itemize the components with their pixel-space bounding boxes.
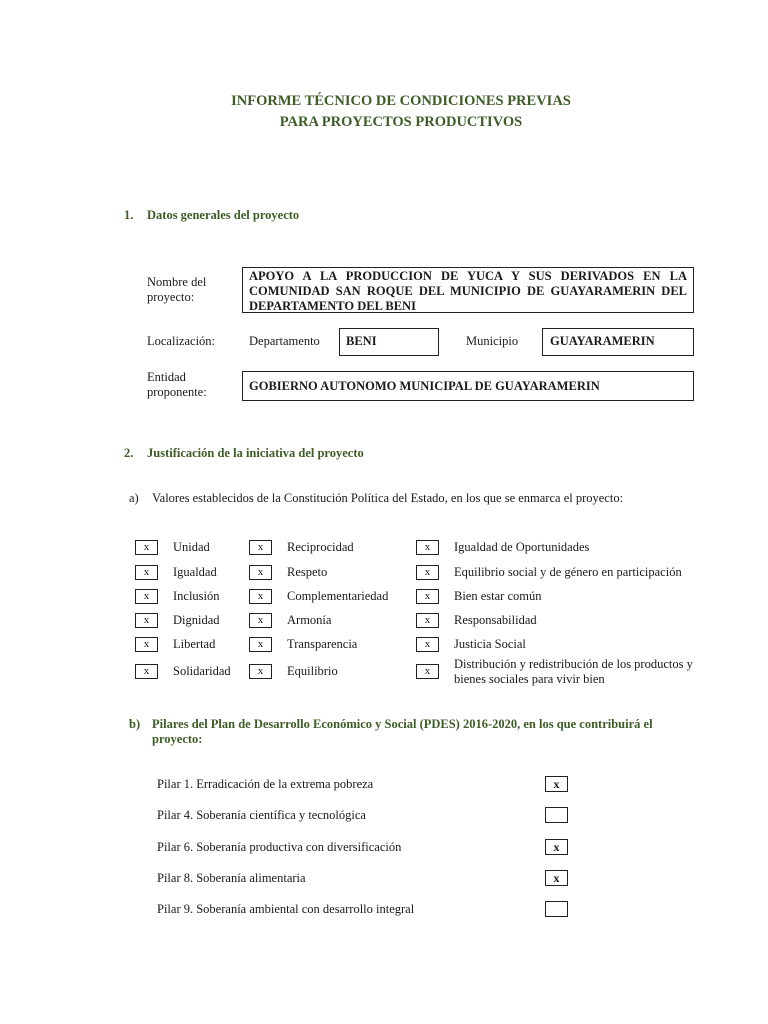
pilar-1-label: Pilar 1. Erradicación de la extrema pobreza <box>157 777 374 791</box>
label-justicia-social: Justicia Social <box>454 637 526 651</box>
subsection-a-letter: a) <box>129 491 139 505</box>
pilar-8-checkbox[interactable]: x <box>545 870 568 886</box>
checkbox-responsabilidad[interactable]: x <box>416 613 439 628</box>
nombre-label: Nombre del proyecto: <box>147 275 207 304</box>
label-complementariedad: Complementariedad <box>287 589 389 603</box>
municipio-field[interactable] <box>542 328 694 356</box>
checkbox-inclusion[interactable]: x <box>135 589 158 604</box>
label-armonia: Armonía <box>287 613 332 627</box>
checkbox-igualdad-oportunidades[interactable]: x <box>416 540 439 555</box>
checkbox-equilibrio[interactable]: x <box>249 664 272 679</box>
checkbox-dignidad[interactable]: x <box>135 613 158 628</box>
checkbox-respeto[interactable]: x <box>249 565 272 580</box>
section-1-title: Datos generales del proyecto <box>147 208 300 222</box>
nombre-proyecto-field[interactable] <box>242 267 694 313</box>
label-unidad: Unidad <box>173 540 210 554</box>
subsection-a-text: Valores establecidos de la Constitución Política del Estado, en los que se enmarca el proyecto: <box>152 491 624 505</box>
pilar-9-checkbox[interactable] <box>545 901 568 917</box>
checkbox-justicia-social[interactable]: x <box>416 637 439 652</box>
section-2-number: 2. <box>124 446 134 460</box>
title-line-2: PARA PROYECTOS PRODUCTIVOS <box>279 114 523 130</box>
subsection-b-text: Pilares del Plan de Desarrollo Económico y Social (PDES) 2016-2020, en los que contribuirá el proyecto: <box>152 717 653 746</box>
localizacion-label: Localización: <box>147 334 216 348</box>
entidad-value: GOBIERNO AUTONOMO MUNICIPAL DE GUAYARAMERIN <box>249 379 600 393</box>
checkbox-bien-estar-comun[interactable]: x <box>416 589 439 604</box>
nombre-line-3: DEPARTAMENTO DEL BENI <box>249 299 416 313</box>
checkbox-igualdad[interactable]: x <box>135 565 158 580</box>
checkbox-distribucion[interactable]: x <box>416 664 439 679</box>
pilar-9-label: Pilar 9. Soberanía ambiental con desarrollo integral <box>157 902 415 916</box>
departamento-label: Departamento <box>249 334 320 348</box>
subsection-b-letter: b) <box>129 717 141 731</box>
nombre-line-1: APOYO A LA PRODUCCION DE YUCA Y SUS DERIVADOS EN LA <box>249 269 687 283</box>
label-distribucion: Distribución y redistribución de los productos y bienes sociales para vivir bien <box>454 657 693 686</box>
departamento-field[interactable] <box>339 328 439 356</box>
label-bien-estar-comun: Bien estar común <box>454 589 542 603</box>
label-transparencia: Transparencia <box>287 637 358 651</box>
label-igualdad-oportunidades: Igualdad de Oportunidades <box>454 540 590 554</box>
departamento-value: BENI <box>346 334 377 348</box>
municipio-label: Municipio <box>466 334 519 348</box>
checkbox-unidad[interactable]: x <box>135 540 158 555</box>
checkbox-reciprocidad[interactable]: x <box>249 540 272 555</box>
checkbox-complementariedad[interactable]: x <box>249 589 272 604</box>
pilar-6-label: Pilar 6. Soberanía productiva con diversificación <box>157 840 402 854</box>
label-inclusion: Inclusión <box>173 589 220 603</box>
label-respeto: Respeto <box>287 565 328 579</box>
section-2-title: Justificación de la iniciativa del proyecto <box>147 446 364 460</box>
pilar-1-checkbox[interactable]: x <box>545 776 568 792</box>
pilar-8-label: Pilar 8. Soberanía alimentaria <box>157 871 306 885</box>
checkbox-transparencia[interactable]: x <box>249 637 272 652</box>
label-dignidad: Dignidad <box>173 613 220 627</box>
pilar-4-label: Pilar 4. Soberanía científica y tecnológica <box>157 808 366 822</box>
section-1-number: 1. <box>124 208 134 222</box>
checkbox-equilibrio-social[interactable]: x <box>416 565 439 580</box>
checkbox-solidaridad[interactable]: x <box>135 664 158 679</box>
document-title <box>0 91 768 133</box>
label-equilibrio-social: Equilibrio social y de género en participación <box>454 565 682 579</box>
checkbox-libertad[interactable]: x <box>135 637 158 652</box>
municipio-value: GUAYARAMERIN <box>550 334 655 348</box>
entidad-label: Entidad proponente: <box>147 370 207 399</box>
label-igualdad: Igualdad <box>173 565 217 579</box>
pilar-6-checkbox[interactable]: x <box>545 839 568 855</box>
entidad-proponente-field[interactable] <box>242 371 694 401</box>
nombre-line-2: COMUNIDAD SAN ROQUE DEL MUNICIPIO DE GUAYARAMERIN DEL <box>249 284 687 298</box>
label-reciprocidad: Reciprocidad <box>287 540 354 554</box>
title-line-1: INFORME TÉCNICO DE CONDICIONES PREVIAS <box>231 93 571 109</box>
label-solidaridad: Solidaridad <box>173 664 231 678</box>
label-responsabilidad: Responsabilidad <box>454 613 537 627</box>
pilar-4-checkbox[interactable] <box>545 807 568 823</box>
label-libertad: Libertad <box>173 637 216 651</box>
label-equilibrio: Equilibrio <box>287 664 338 678</box>
checkbox-armonia[interactable]: x <box>249 613 272 628</box>
